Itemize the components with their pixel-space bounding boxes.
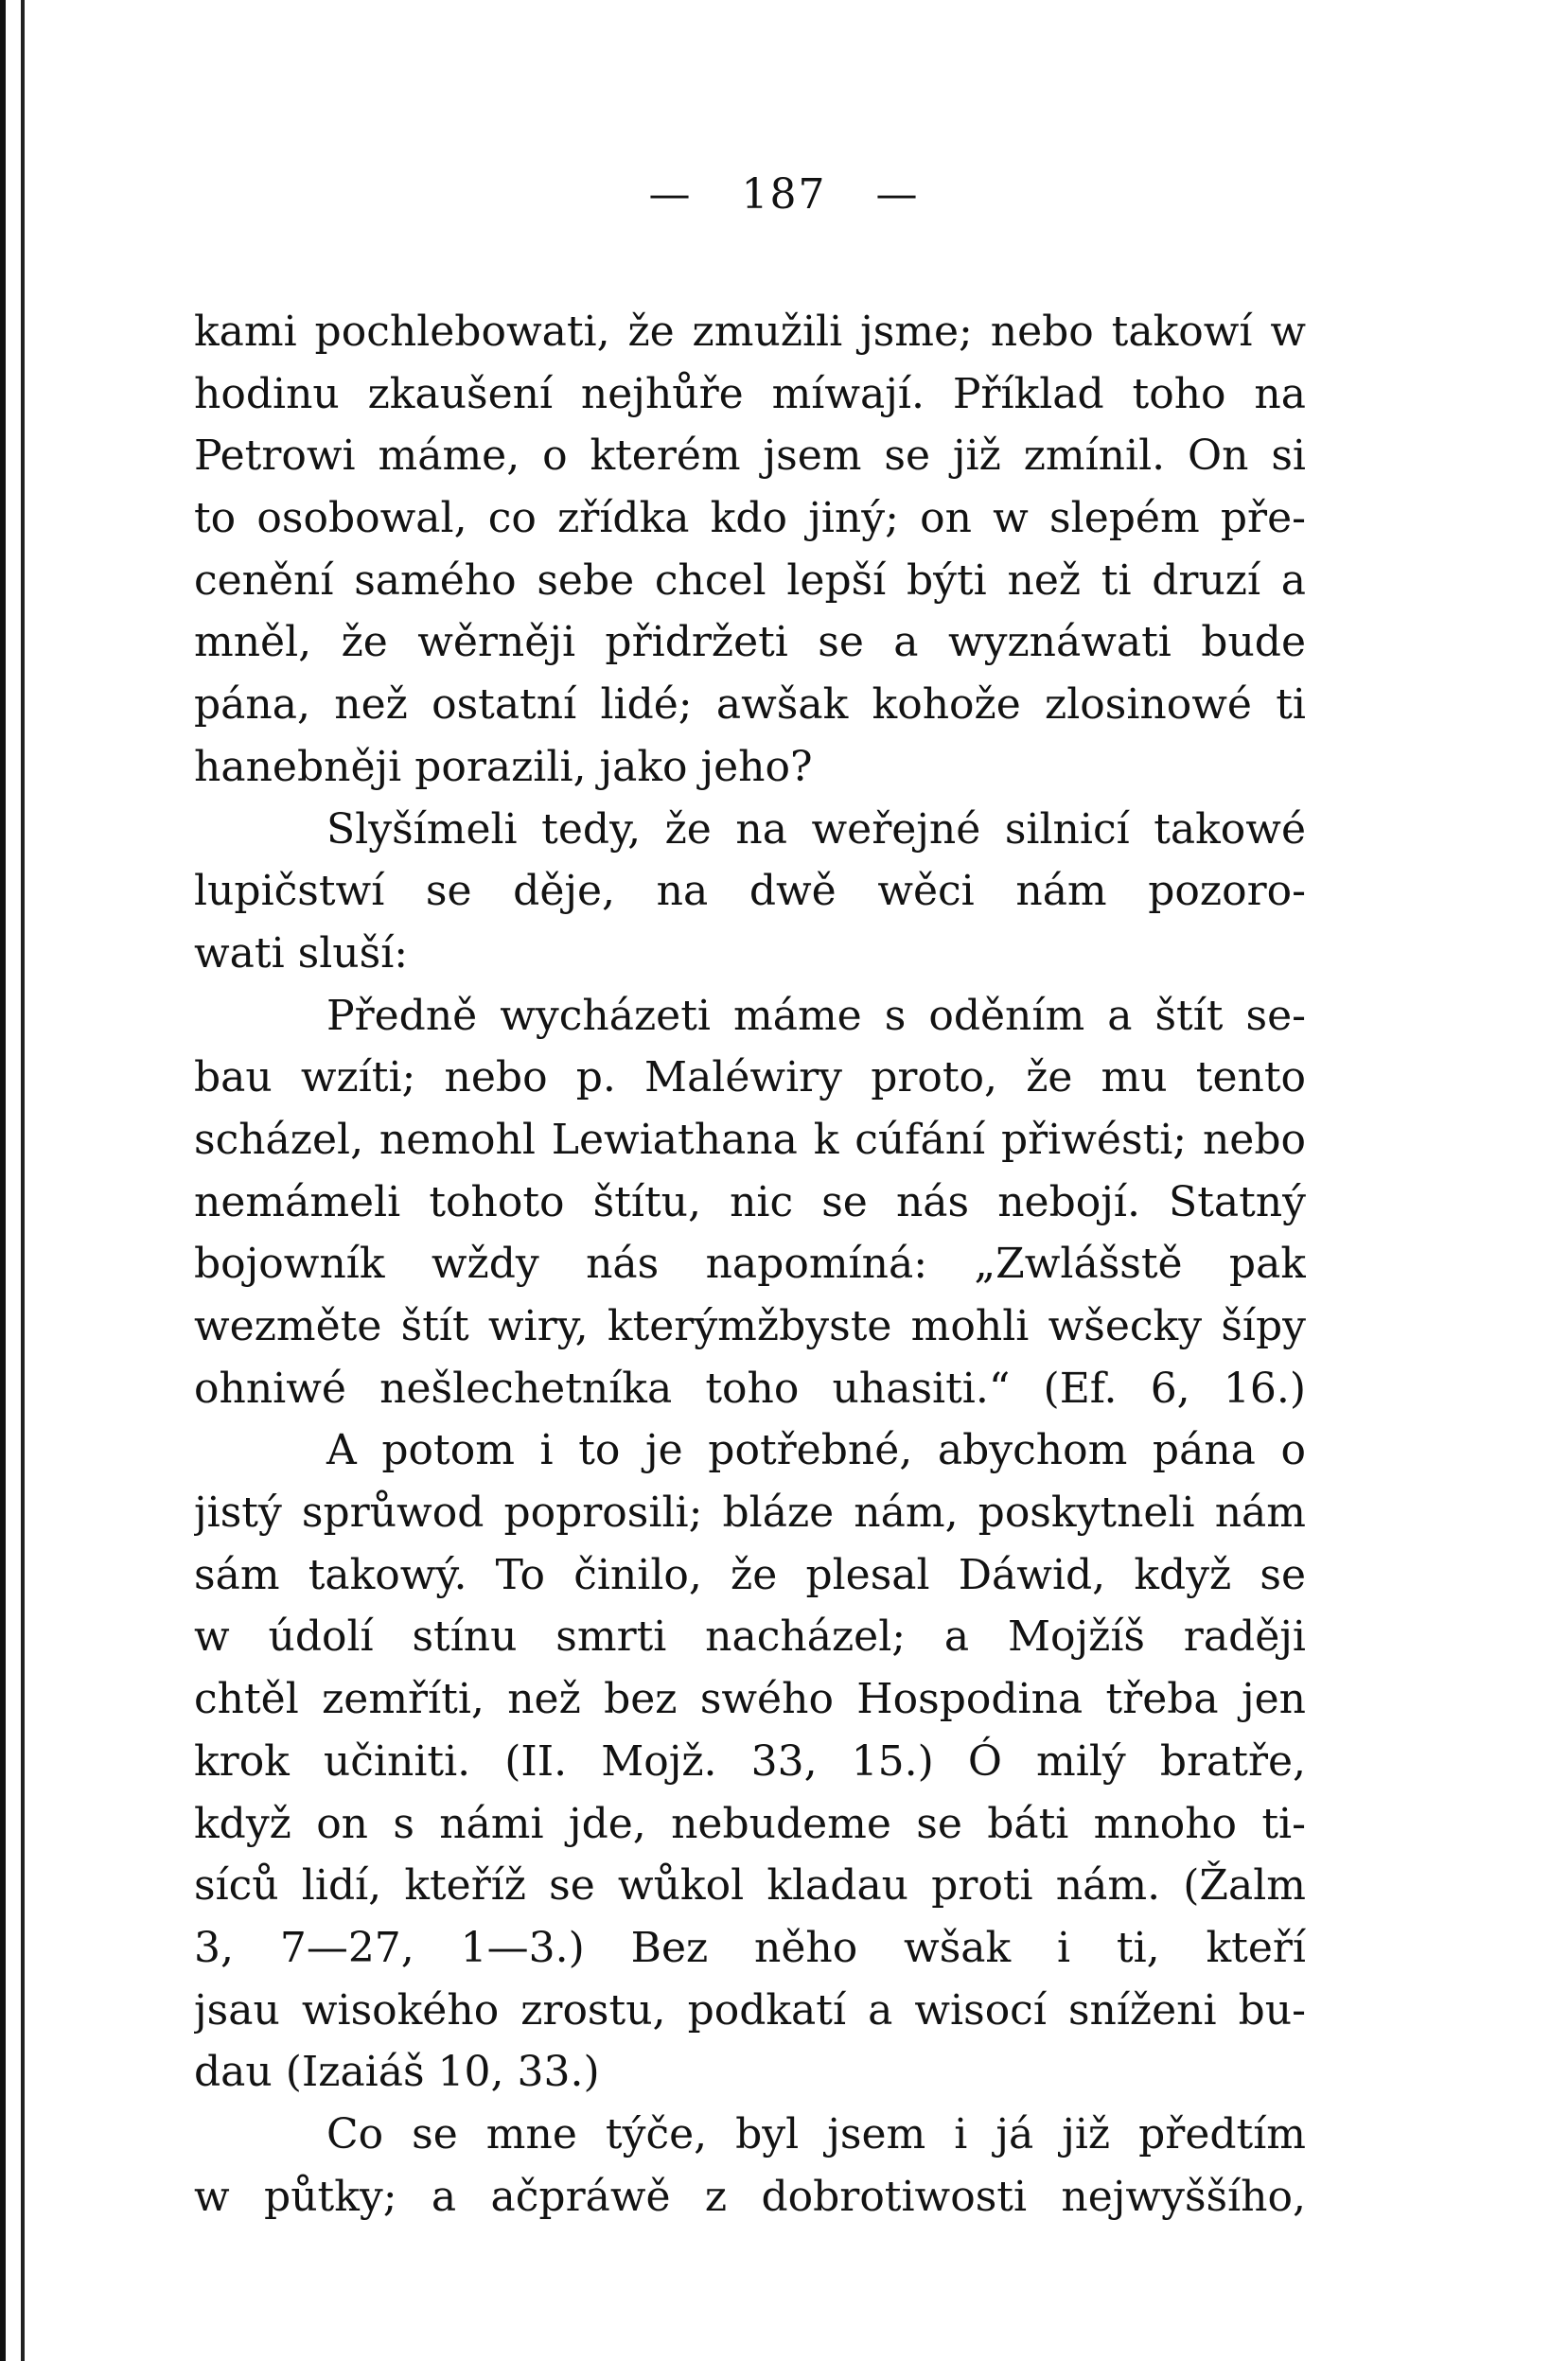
text-line: dau (Izaiáš 10, 33.)	[194, 2048, 600, 2097]
binding-edge	[0, 0, 28, 2361]
text-line: 3, 7—27, 1—3.) Bez něho wšak i ti, kteří	[194, 1923, 1306, 1972]
text-line: když on s námi jde, nebudeme se báti mnoho ti-	[194, 1799, 1306, 1848]
text-line: to osobowal, co zřídka kdo jiný; on w slepém pře-	[194, 494, 1306, 543]
text-line: Slyšímeli tedy, že na weřejné silnicí takowé	[326, 804, 1306, 854]
text-line: síců lidí, kteříž se wůkol kladau proti nám. (Žalm	[194, 1861, 1306, 1911]
text-line: Petrowi máme, o kterém jsem se již zmínil. On si	[194, 432, 1306, 481]
text-line: ohniwé nešlechetníka toho uhasiti.“ (Ef. 6, 16.)	[194, 1364, 1306, 1413]
text-line: bau wzíti; nebo p. Maléwiry proto, že mu tento	[194, 1053, 1306, 1102]
text-line: scházel, nemohl Lewiathana k cúfání přiwésti; nebo	[194, 1115, 1306, 1164]
text-line: wati sluší:	[194, 928, 409, 978]
text-line: krok učiniti. (II. Mojž. 33, 15.) Ó milý bratře,	[194, 1736, 1306, 1786]
text-line: kami pochlebowati, že zmužili jsme; nebo takowí w	[194, 308, 1306, 356]
text-line: wezměte štít wiry, kterýmžbyste mohli wšecky šípy	[194, 1302, 1306, 1350]
text-line: mněl, že wěrněji přidržeti se a wyznáwati bude	[194, 618, 1306, 667]
text-line: jsau wisokého zrostu, podkatí a wisocí sníženi bu-	[194, 1985, 1306, 2035]
text-line: sám takowý. To činilo, že plesal Dáwid, když se	[194, 1550, 1306, 1599]
text-line: cenění samého sebe chcel lepší býti než ti druzí a	[194, 555, 1306, 605]
text-line: chtěl zemříti, než bez swého Hospodina třeba jen	[194, 1675, 1306, 1724]
text-line: Předně wycházeti máme s oděním a štít se-	[326, 991, 1306, 1040]
text-line: nemámeli tohoto štítu, nic se nás nebojí. Statný	[194, 1177, 1306, 1226]
text-line: lupičstwí se děje, na dwě wěci nám pozoro-	[194, 867, 1306, 916]
text-line: pána, než ostatní lidé; awšak kohože zlosinowé ti	[194, 680, 1306, 730]
text-line: A potom i to je potřebné, abychom pána o	[326, 1426, 1306, 1475]
text-line: w půtky; a ačpráwě z dobrotiwosti nejwyššího,	[194, 2172, 1306, 2221]
text-line: jistý sprůwod poprosili; bláze nám, poskytneli nám	[194, 1489, 1306, 1538]
body-text	[194, 301, 1306, 2228]
text-line: hanebněji porazili, jako jeho?	[194, 742, 813, 791]
text-line: hodinu zkaušení nejhůře míwají. Příklad toho na	[194, 369, 1306, 418]
page-header	[0, 170, 1568, 219]
page-number: 187	[741, 170, 827, 219]
header-dash-left: —	[648, 170, 693, 219]
header-dash-right: —	[875, 170, 920, 219]
text-line: w údolí stínu smrti nacházel; a Mojžíš raději	[194, 1612, 1306, 1662]
text-line: Co se mne týče, byl jsem i já již předtím	[326, 2109, 1306, 2158]
text-line: bojowník wždy nás napomíná: „Zwlášstě pak	[194, 1240, 1306, 1289]
